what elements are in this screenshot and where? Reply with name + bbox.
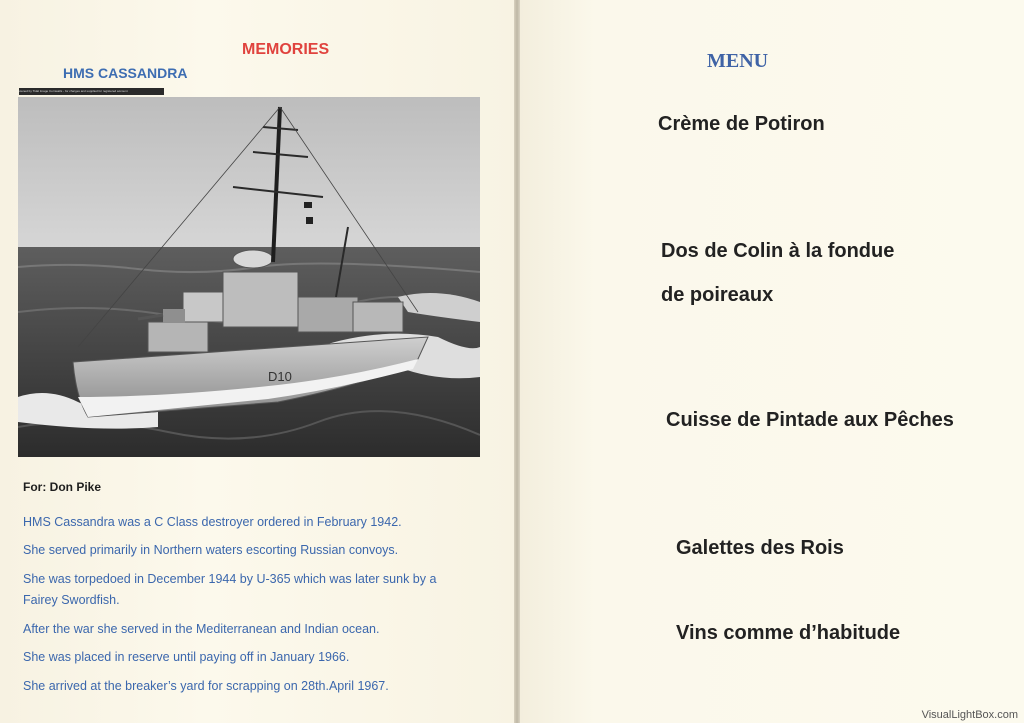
ship-photo (18, 97, 480, 457)
page-fold (514, 0, 520, 723)
menu-item: Dos de Colin à la fondue de poireaux (661, 240, 895, 306)
fact-line: She arrived at the breaker’s yard for scrapping on 28th.April 1967. (23, 679, 389, 693)
menu-item: Vins comme d’habitude (676, 622, 901, 644)
fact-line: HMS Cassandra was a C Class destroyer ordered in February 1942. (23, 515, 402, 529)
dedication-line: For: Don Pike (23, 480, 102, 494)
photo-caption: owned by Tidal Image Cornwalls - for charges and supplied for registered account (19, 88, 164, 95)
hull-number: D10 (268, 369, 292, 384)
fact-line: She was placed in reserve until paying off in January 1966. (23, 650, 350, 664)
fact-line: She was torpedoed in December 1944 by U-365 which was later sunk by a Fairey Swordfish. (23, 572, 437, 607)
menu-title: MENU (707, 50, 769, 72)
menu-item: Galettes des Rois (676, 537, 844, 559)
fact-line: She served primarily in Northern waters escorting Russian convoys. (23, 543, 399, 557)
ship-name-heading: HMS CASSANDRA (63, 65, 188, 81)
watermark: VisualLightBox.com (921, 709, 1018, 721)
fact-line: After the war she served in the Mediterranean and Indian ocean. (23, 622, 380, 636)
menu-item: Cuisse de Pintade aux Pêches (666, 409, 954, 431)
menu-item: Crème de Potiron (658, 113, 825, 135)
memories-heading: MEMORIES (242, 41, 330, 58)
